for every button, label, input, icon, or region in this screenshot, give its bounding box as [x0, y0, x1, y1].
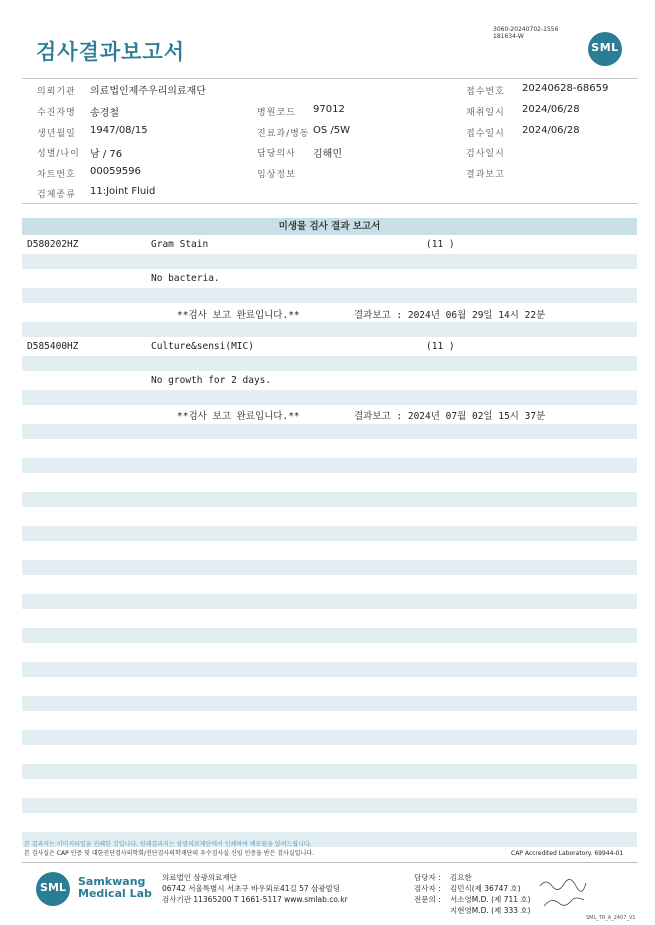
- specialist2-value: 지현영M.D. (제 333 호): [450, 906, 531, 915]
- test-name: Gram Stain: [151, 239, 209, 250]
- sex-age-value: 남 / 76: [90, 149, 123, 160]
- table-stripe: [22, 492, 637, 507]
- sml-logo: [588, 32, 622, 66]
- chart-label: 차트번호: [37, 170, 76, 180]
- institution-value: 의료법인제주우리의료재단: [90, 86, 206, 97]
- birth-value: 1947/08/15: [90, 125, 148, 136]
- chart-value: 00059596: [90, 166, 141, 177]
- table-stripe: [22, 390, 637, 405]
- test-result: No growth for 2 days.: [151, 375, 272, 386]
- report-title: 검사결과보고서: [36, 40, 186, 64]
- receipt-no-value: 20240628-68659: [522, 83, 609, 94]
- institution-label: 의뢰기관: [37, 87, 76, 97]
- hospital-code-value: 97012: [313, 104, 345, 115]
- signature-stroke: [544, 898, 584, 906]
- staff-value: 김요한: [450, 873, 472, 882]
- table-stripe: [22, 730, 637, 745]
- table-stripe: [22, 798, 637, 813]
- examiner-value: 김민식(제 36747 호): [450, 884, 521, 893]
- section-header: [22, 218, 637, 235]
- table-stripe: [22, 356, 637, 371]
- info-bottom-divider: [22, 203, 638, 204]
- table-stripe: [22, 764, 637, 779]
- specimen-value: 11:Joint Fluid: [90, 186, 156, 197]
- dept-label: 진료과/병동: [257, 129, 310, 139]
- examiner-label: 검사자 :: [414, 884, 441, 893]
- sex-age-label: 성별/나이: [37, 149, 80, 159]
- receipt-date-value: 2024/06/28: [522, 125, 580, 136]
- doctor-value: 김해민: [313, 149, 342, 160]
- info-top-divider: [22, 78, 638, 79]
- test-result: No bacteria.: [151, 273, 220, 284]
- test-count: (11 ): [426, 341, 455, 352]
- test-name: Culture&sensi(MIC): [151, 341, 254, 352]
- accreditation-note: 본 검사실은 CAP 인증 및 대한진단검사의학회/진단검사의학재단의 우수검사실 신임 인증을 받은 검사실입니다.: [24, 850, 314, 857]
- table-stripe: [22, 628, 637, 643]
- footer-logo: [36, 872, 70, 906]
- footer-divider: [22, 862, 638, 863]
- specialist-label: 전문의 :: [414, 895, 441, 904]
- table-stripe: [22, 662, 637, 677]
- table-stripe: [22, 560, 637, 575]
- table-stripe: [22, 322, 637, 337]
- footer-contact: 검사기관 11365200 T 1661-5117 www.smlab.co.kr: [162, 895, 348, 904]
- cap-note: CAP Accredited Laboratory. 69944-01: [511, 850, 624, 857]
- table-stripe: [22, 424, 637, 439]
- table-stripe: [22, 254, 637, 269]
- image-print-note: 본 결과지는 이미지파일을 인쇄한 것입니다. 원래결과지는 삼광의료재단에서 인쇄하여 배포됨을 알려드립니다.: [24, 841, 312, 848]
- collect-date-value: 2024/06/28: [522, 104, 580, 115]
- footer-brand-line2: Medical Lab: [78, 887, 152, 900]
- patient-label: 수진자명: [37, 108, 76, 118]
- birth-label: 생년월일: [37, 129, 76, 139]
- footer-address: 06742 서울특별시 서초구 바우뫼로41길 57 삼광빌딩: [162, 884, 341, 893]
- test-done-message: **검사 보고 완료입니다.**: [177, 310, 300, 321]
- specimen-label: 검체종류: [37, 190, 76, 200]
- document-code: [493, 26, 558, 40]
- document-code-line1: 3060-20240702-1556: [493, 26, 559, 33]
- test-code: D580202HZ: [27, 239, 79, 250]
- document-code-line2: 181634-W: [493, 33, 524, 40]
- exam-date-label: 검사일시: [466, 149, 505, 159]
- clinical-label: 임상정보: [257, 170, 296, 180]
- doctor-label: 담당의사: [257, 149, 296, 159]
- footer-brand-line1: Samkwang: [78, 875, 146, 888]
- footer-org: 의료법인 삼광의료재단: [162, 873, 237, 882]
- staff-label: 담당자 :: [414, 873, 441, 882]
- signature-stroke: [540, 879, 586, 891]
- hospital-code-label: 병원코드: [257, 108, 296, 118]
- footer-brand: [78, 876, 152, 900]
- test-code: D585400HZ: [27, 341, 79, 352]
- section-title: 미생물 검사 결과 보고서: [278, 221, 381, 232]
- receipt-date-label: 접수일시: [466, 129, 505, 139]
- test-done-message: **검사 보고 완료입니다.**: [177, 411, 300, 422]
- table-stripe: [22, 696, 637, 711]
- receipt-no-label: 접수번호: [466, 87, 505, 97]
- table-stripe: [22, 594, 637, 609]
- patient-value: 송경철: [90, 108, 119, 119]
- result-label: 결과보고: [466, 170, 505, 180]
- table-stripe: [22, 458, 637, 473]
- specialist1-value: 서소영M.D. (제 711 호): [450, 895, 531, 904]
- signature-image: [538, 878, 588, 914]
- table-stripe: [22, 288, 637, 303]
- collect-date-label: 채취일시: [466, 108, 505, 118]
- logo-text: SML: [591, 41, 619, 54]
- footer-logo-text: SML: [40, 881, 66, 894]
- test-count: (11 ): [426, 239, 455, 250]
- dept-value: OS /5W: [313, 125, 351, 136]
- form-code: SML_TR_A_2407_V1: [586, 915, 636, 921]
- test-report-time: 결과보고 : 2024년 07월 02일 15시 37분: [354, 411, 546, 422]
- test-report-time: 결과보고 : 2024년 06월 29일 14시 22분: [354, 310, 546, 321]
- table-stripe: [22, 526, 637, 541]
